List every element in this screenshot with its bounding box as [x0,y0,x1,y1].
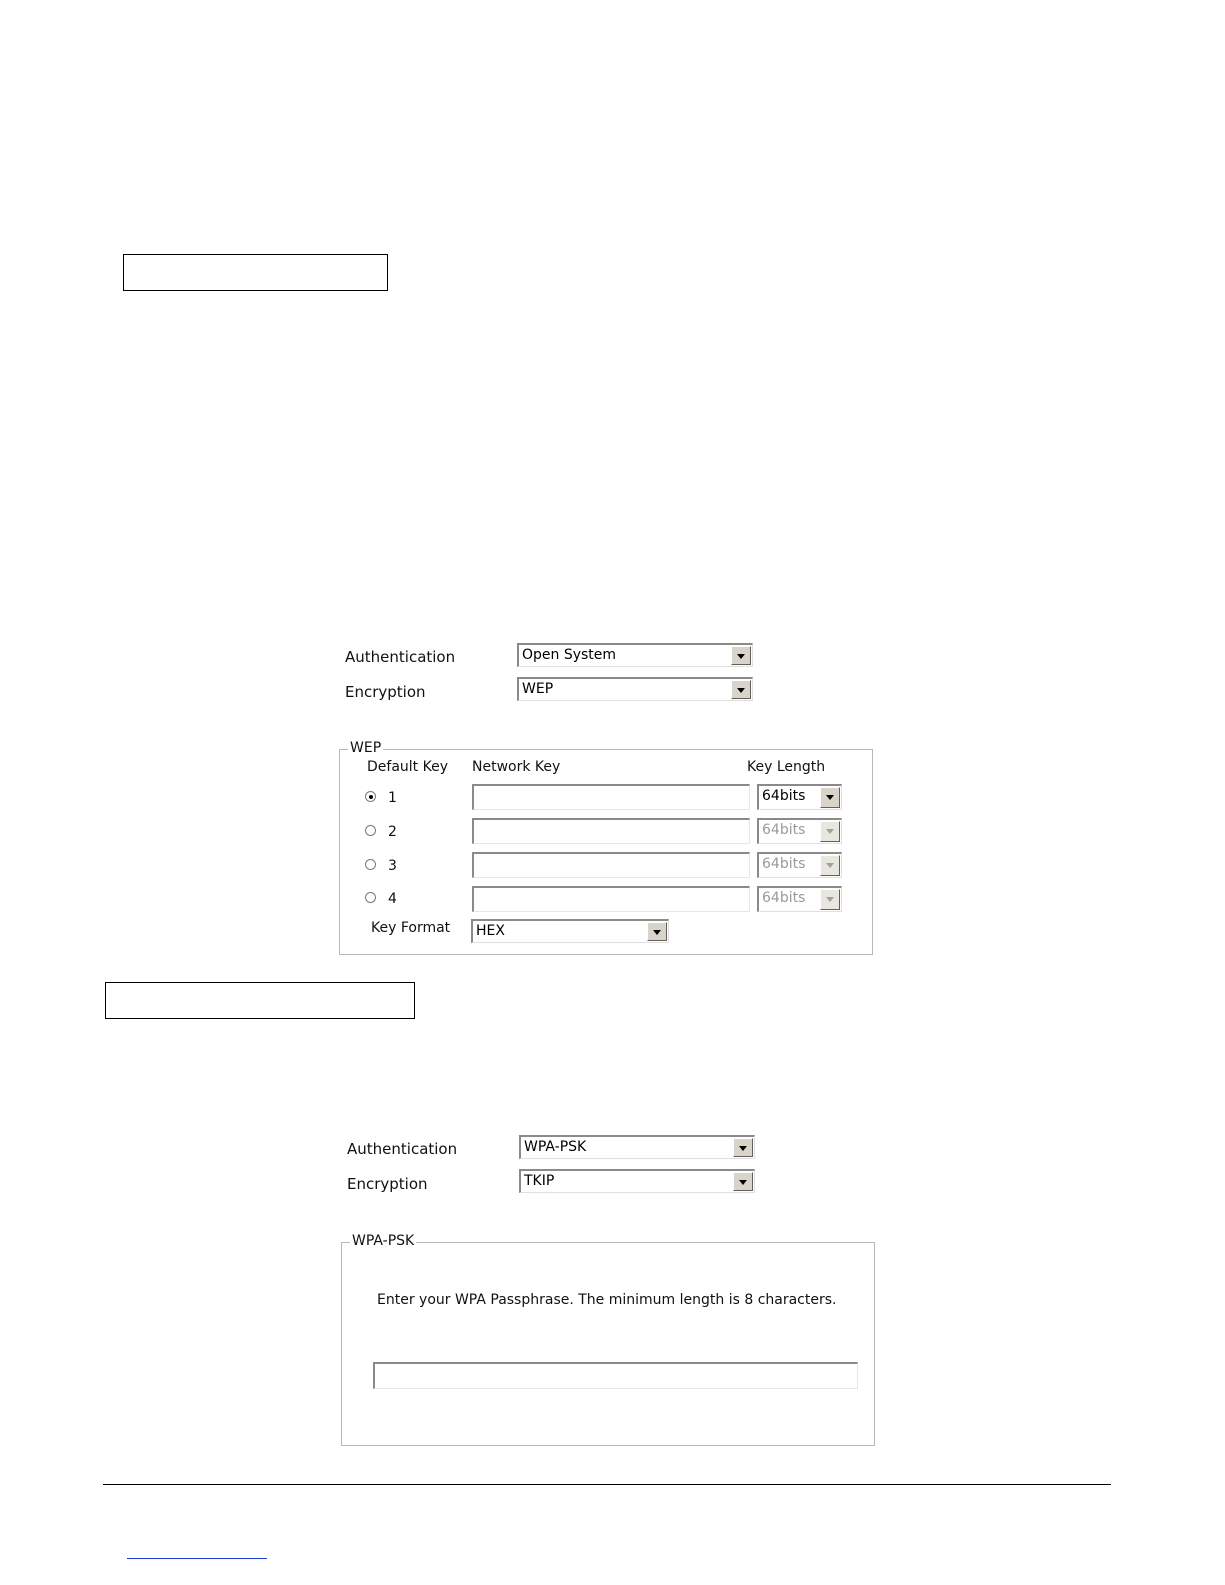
default-key-number-2: 2 [388,824,397,840]
network-key-header: Network Key [472,759,561,775]
default-key-radio-3[interactable] [365,859,376,870]
chevron-down-icon[interactable] [733,1138,753,1157]
chevron-down-icon[interactable] [647,922,667,941]
default-key-number-4: 4 [388,891,397,907]
wpa-passphrase-input[interactable] [373,1362,858,1389]
key-length-value-4: 64bits [762,890,806,906]
wpa-encryption-value: TKIP [524,1173,555,1189]
key-format-label: Key Format [371,920,451,936]
key-length-select-1[interactable] [757,784,842,810]
key-length-select-4[interactable] [757,886,842,912]
wep-encryption-select[interactable] [517,677,753,701]
network-key-input-4[interactable] [472,886,750,912]
wep-encryption-label: Encryption [345,683,426,701]
wep-authentication-value: Open System [522,647,617,663]
default-key-header: Default Key [367,759,448,775]
wpa-encryption-select[interactable] [519,1169,755,1193]
key-length-header: Key Length [747,759,826,775]
wep-authentication-label: Authentication [345,648,456,666]
footer-rule [103,1484,1111,1485]
key-length-value-2: 64bits [762,822,806,838]
key-length-select-3[interactable] [757,852,842,878]
chevron-down-icon[interactable] [820,855,840,876]
key-length-value-1: 64bits [762,788,806,804]
default-key-radio-2[interactable] [365,825,376,836]
chevron-down-icon[interactable] [820,889,840,910]
default-key-radio-4[interactable] [365,892,376,903]
footer-link-underline [127,1558,267,1559]
default-key-number-3: 3 [388,858,397,874]
chevron-down-icon[interactable] [731,646,751,665]
wpa-encryption-label: Encryption [347,1175,428,1193]
chevron-down-icon[interactable] [731,680,751,699]
default-key-number-1: 1 [388,790,397,806]
default-key-radio-1[interactable] [365,791,376,802]
wpa-authentication-label: Authentication [347,1140,458,1158]
wep-encryption-value: WEP [522,681,554,697]
key-format-select[interactable] [471,919,669,943]
wpa-authentication-value: WPA-PSK [524,1139,587,1155]
network-key-input-1[interactable] [472,784,750,810]
network-key-input-2[interactable] [472,818,750,844]
chevron-down-icon[interactable] [733,1172,753,1191]
caption-box-top [123,254,388,291]
key-format-value: HEX [476,923,505,939]
wpa-psk-groupbox [341,1233,875,1446]
chevron-down-icon[interactable] [820,787,840,808]
wep-authentication-select[interactable] [517,643,753,667]
key-length-value-3: 64bits [762,856,806,872]
chevron-down-icon[interactable] [820,821,840,842]
wpa-authentication-select[interactable] [519,1135,755,1159]
caption-box-middle [105,982,415,1019]
key-length-select-2[interactable] [757,818,842,844]
wep-group-title: WEP [350,740,382,756]
wpa-psk-group-title: WPA-PSK [352,1233,415,1249]
wpa-passphrase-instruction: Enter your WPA Passphrase. The minimum length is 8 characters. [377,1292,837,1308]
network-key-input-3[interactable] [472,852,750,878]
